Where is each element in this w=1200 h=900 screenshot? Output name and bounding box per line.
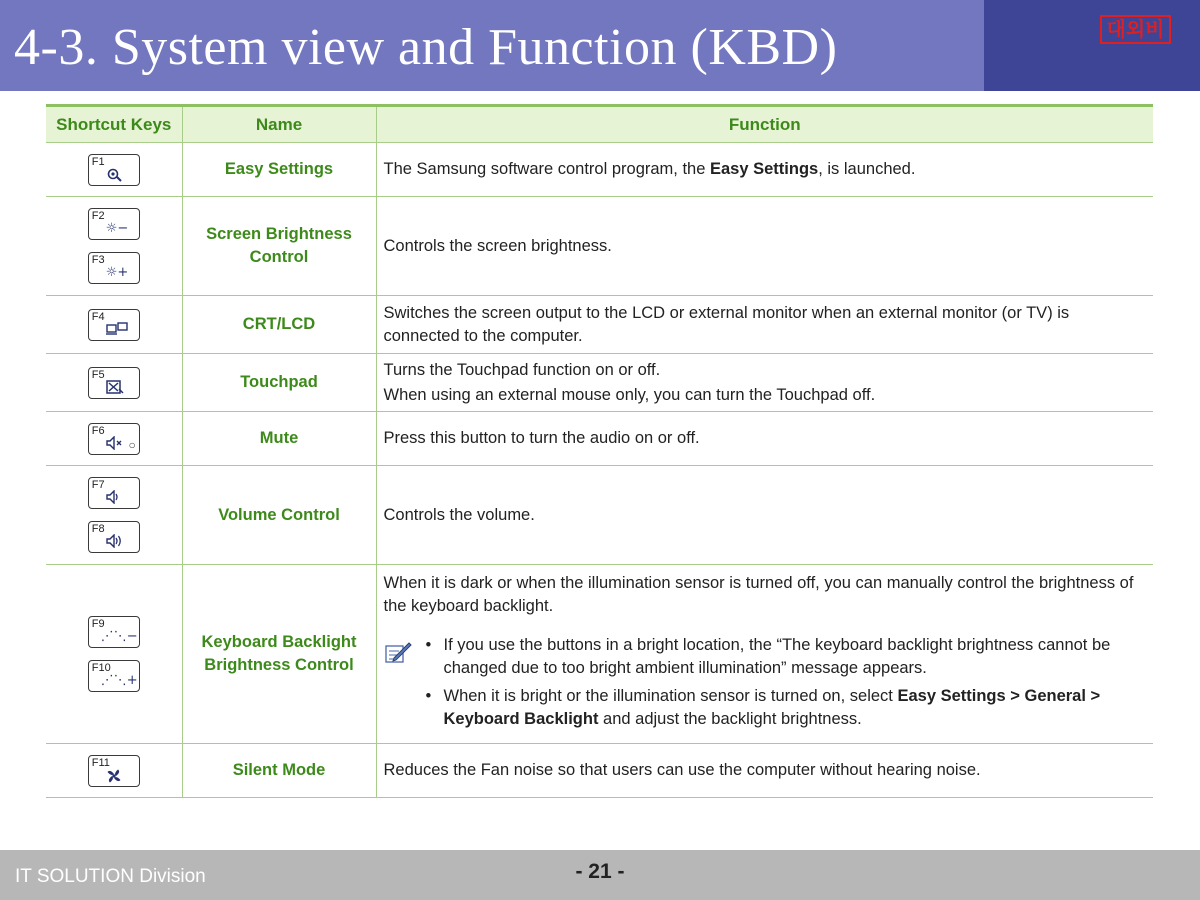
backlight-up-icon: ⋰⋱+ — [100, 673, 138, 688]
shortcut-keys-cell — [46, 744, 182, 798]
column-header-function: Function — [376, 106, 1153, 143]
f4-key — [88, 309, 140, 341]
volume-down-icon — [106, 490, 122, 504]
shortcut-name: Screen Brightness Control — [182, 197, 376, 296]
shortcut-keys-cell — [46, 296, 182, 354]
shortcut-function — [376, 143, 1153, 197]
table-row — [46, 197, 1153, 296]
backlight-down-icon: ⋰⋱− — [100, 629, 138, 644]
f3-key — [88, 252, 140, 284]
table-row — [46, 143, 1153, 197]
shortcut-name: Volume Control — [182, 466, 376, 565]
touchpad-off-icon — [106, 380, 124, 395]
table-row — [46, 466, 1153, 565]
note-text: When it is bright or the illumination sensor is turned on, select — [443, 686, 898, 705]
header-left-panel — [0, 0, 984, 91]
shortcut-name: Keyboard Backlight Brightness Control — [182, 565, 376, 744]
volume-up-icon — [106, 534, 124, 548]
note-separator: > — [1005, 686, 1025, 705]
f10-key — [88, 660, 140, 692]
shortcut-name: CRT/LCD — [182, 296, 376, 354]
shortcut-function — [376, 354, 1153, 412]
note-item — [426, 685, 1148, 731]
shortcut-name: Easy Settings — [182, 143, 376, 197]
table-header-row — [46, 106, 1153, 143]
f6-key — [88, 423, 140, 455]
shortcut-keys-cell — [46, 143, 182, 197]
column-header-name: Name — [182, 106, 376, 143]
function-line: Turns the Touchpad function on or off. — [383, 360, 661, 379]
page-number: - 21 - — [575, 860, 625, 883]
f8-key — [88, 521, 140, 553]
table-row — [46, 565, 1153, 744]
function-line: When using an external mouse only, you can turn the Touchpad off. — [383, 385, 876, 404]
key-label: F3 — [91, 254, 105, 266]
brightness-up-icon: ☼+ — [105, 265, 129, 280]
shortcut-name: Touchpad — [182, 354, 376, 412]
easy-settings-icon — [106, 167, 124, 183]
header-right-panel — [984, 0, 1200, 91]
f1-key — [88, 154, 140, 186]
table-row — [46, 296, 1153, 354]
key-label: F7 — [91, 479, 105, 491]
f7-key — [88, 477, 140, 509]
note-pencil-icon — [384, 634, 426, 736]
key-label: F2 — [91, 210, 105, 222]
note-list — [426, 634, 1148, 736]
fan-icon — [106, 768, 122, 784]
shortcut-function: Switches the screen output to the LCD or external monitor when an external monitor (or TV) is connected to the computer. — [376, 296, 1153, 354]
function-text: , is launched. — [818, 160, 916, 178]
shortcut-function: Controls the volume. — [376, 466, 1153, 565]
note-bold-text: Keyboard Backlight — [443, 709, 599, 728]
key-label: F5 — [91, 368, 105, 381]
key-label: F11 — [91, 756, 110, 769]
key-label: F10 — [91, 662, 111, 674]
display-switch-icon — [106, 322, 128, 336]
note-bold-text: Easy Settings — [897, 686, 1006, 705]
page-title: 4-3. System view and Function (KBD) — [14, 19, 838, 76]
shortcut-function: Reduces the Fan noise so that users can use the computer without hearing noise. — [376, 744, 1153, 798]
key-label: F1 — [91, 155, 105, 168]
shortcut-function — [376, 565, 1153, 744]
f9-key — [88, 616, 140, 648]
mute-icon — [106, 436, 124, 450]
key-label: F9 — [91, 618, 105, 630]
key-label: F8 — [91, 523, 105, 535]
shortcut-keys-table — [46, 104, 1153, 798]
key-label: F4 — [91, 310, 105, 323]
function-text: The Samsung software control program, the — [383, 160, 710, 178]
note-bold-text: General — [1024, 686, 1086, 705]
f11-key — [88, 755, 140, 787]
shortcut-function: Controls the screen brightness. — [376, 197, 1153, 296]
shortcut-name: Mute — [182, 412, 376, 466]
f2-key — [88, 208, 140, 240]
note-item: • If you use the buttons in a bright location, the “The keyboard backlight brightness cannot be changed due to too bright ambient illumination” message appears. — [426, 634, 1148, 680]
table-row — [46, 354, 1153, 412]
note-separator: > — [1085, 686, 1101, 705]
note-text: and adjust the backlight brightness. — [598, 709, 862, 728]
shortcut-keys-cell — [46, 197, 182, 296]
shortcut-function: Press this button to turn the audio on or off. — [376, 412, 1153, 466]
table-row — [46, 744, 1153, 798]
table-row — [46, 412, 1153, 466]
function-intro: When it is dark or when the illumination sensor is turned off, you can manually control the brightness of the keyboard backlight. — [383, 573, 1134, 615]
shortcut-name: Silent Mode — [182, 744, 376, 798]
shortcut-keys-cell — [46, 412, 182, 466]
shortcut-keys-cell — [46, 354, 182, 412]
key-label: F6 — [91, 424, 105, 437]
shortcut-keys-cell — [46, 565, 182, 744]
note-block — [384, 634, 1148, 736]
brightness-down-icon: ☼− — [105, 221, 129, 236]
column-header-keys: Shortcut Keys — [46, 106, 182, 143]
shortcut-keys-cell — [46, 466, 182, 565]
header-bar — [0, 0, 1200, 91]
indicator-led-icon: ○ — [128, 437, 136, 452]
confidential-stamp: 대외비 — [1100, 15, 1171, 44]
footer-organization: IT SOLUTION Division — [15, 866, 206, 887]
function-bold-text: Easy Settings — [710, 160, 819, 178]
footer-bar — [0, 850, 1200, 900]
f5-key — [88, 367, 140, 399]
